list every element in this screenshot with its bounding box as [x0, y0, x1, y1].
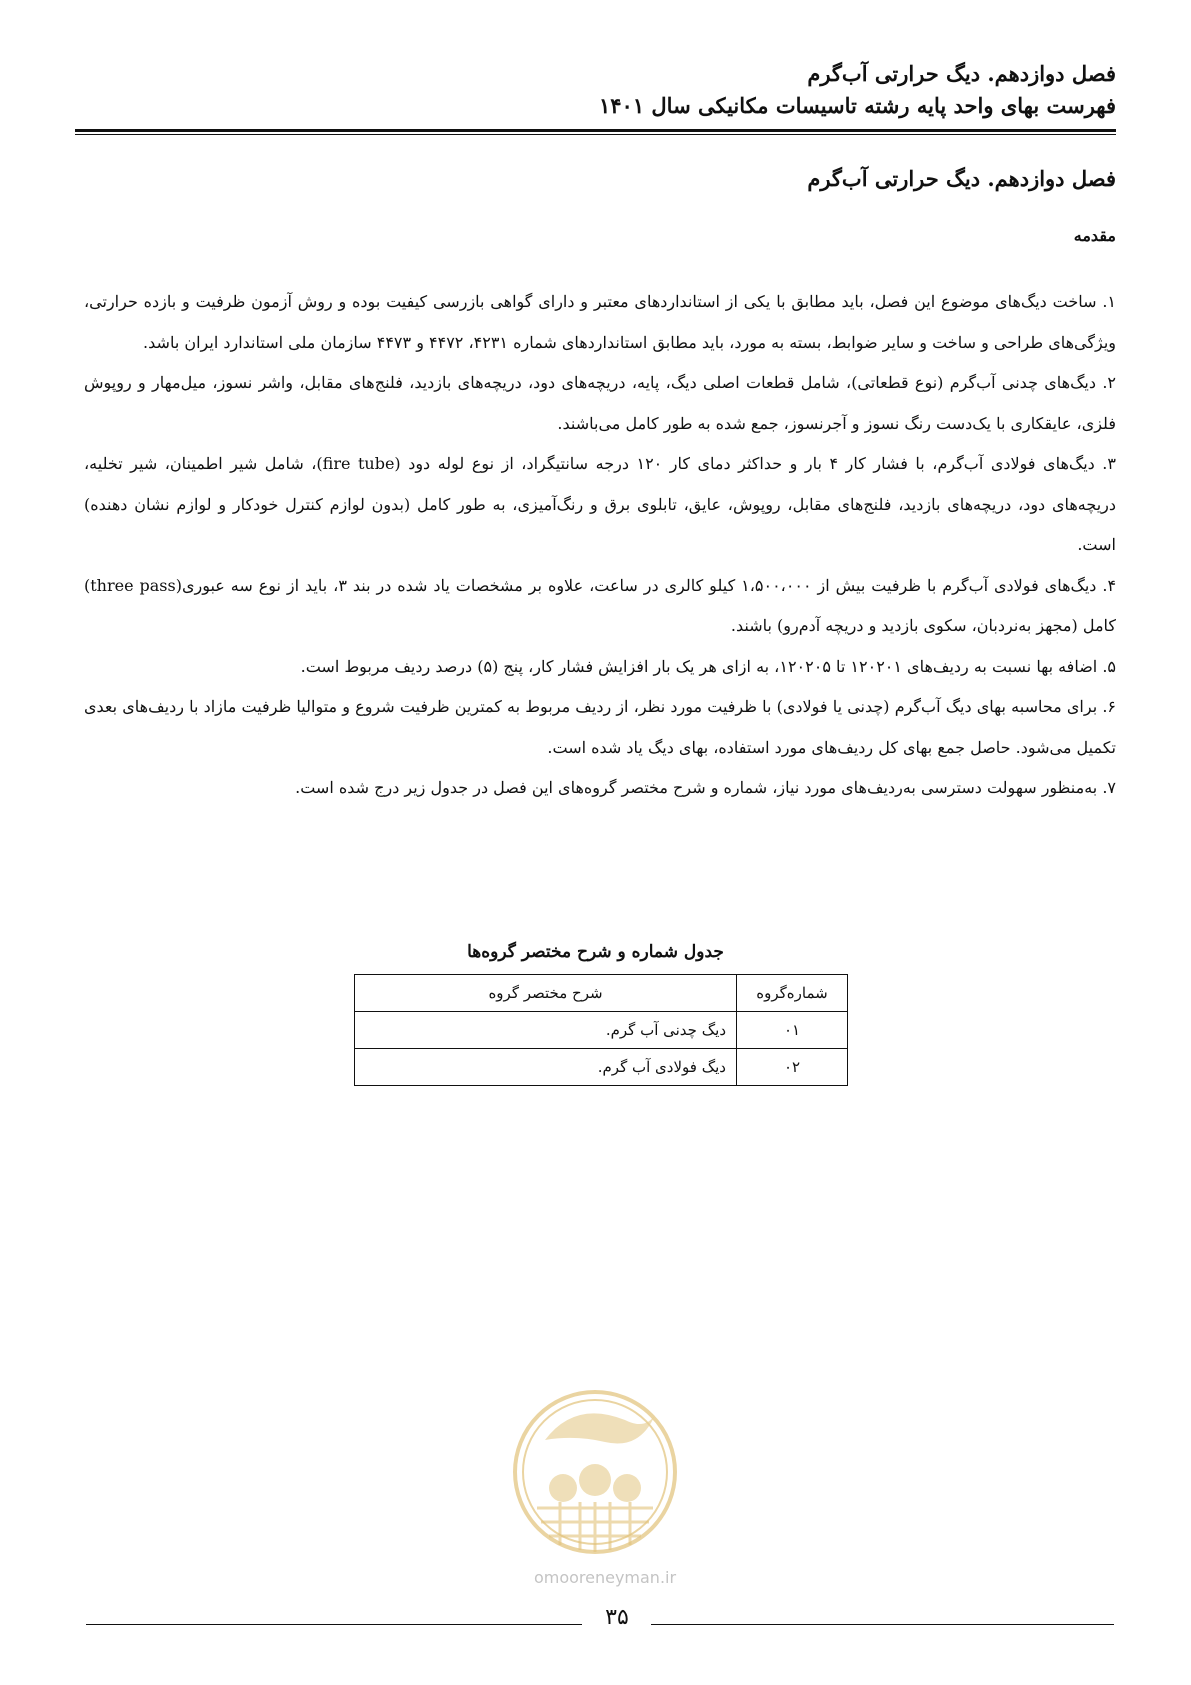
intro-heading: مقدمه: [1073, 226, 1116, 245]
header-chapter-line: فصل دوازدهم. دیگ حرارتی آب‌گرم: [807, 61, 1116, 86]
groups-table: [354, 974, 848, 1086]
page-number: ۳۵: [605, 1605, 629, 1630]
header-rule-thin: [75, 134, 1116, 135]
group-description: دیگ فولادی آب گرم.: [355, 1049, 737, 1086]
paragraph-5: ۵. اضافه بها نسبت به ردیف‌های ۱۲۰۲۰۱ تا ۱۲۰۲۰۵، به ازای هر یک بار افزایش فشار کار، پنج (۵) درصد ردیف مربوط است.: [300, 656, 1116, 676]
table-row: [355, 1049, 848, 1086]
footer-rule-left: [86, 1624, 582, 1625]
watermark-emblem-icon: [505, 1380, 685, 1570]
header-rule-thick: [75, 129, 1116, 132]
paragraph-1: ۱. ساخت دیگ‌های موضوع این فصل، باید مطابق با یکی از استانداردهای معتبر و دارای گواهی بازرسی کیفیت بوده و روش آزمون ظرفیت و بازده حرارتی، ویژگی‌های طراحی و ساخت و سایر ضوابط، بسته به مورد، باید مطابق استانداردهای شماره ۴۲۳۱، ۴۴۷۲ و ۴۴۷۳ سازمان ملی استاندارد ایران باشد.: [84, 292, 1116, 352]
header-document-line: فهرست بهای واحد پایه رشته تاسیسات مکانیکی سال ۱۴۰۱: [598, 93, 1116, 118]
footer-rule-right: [651, 1624, 1114, 1625]
table-title: جدول شماره و شرح مختصر گروه‌ها: [467, 942, 724, 962]
paragraph-6: ۶. برای محاسبه بهای دیگ آب‌گرم (چدنی یا فولادی) با ظرفیت مورد نظر، از ردیف مربوط به کمترین ظرفیت شروع و متوالیا ظرفیت مازاد با ردیف‌های بعدی تکمیل می‌شود. حاصل جمع بهای کل ردیف‌های مورد استفاده، بهای دیگ یاد شده است.: [84, 697, 1116, 757]
paragraph-2: ۲. دیگ‌های چدنی آب‌گرم (نوع قطعاتی)، شامل قطعات اصلی دیگ، پایه، دریچه‌های دود، دریچه‌های بازدید، فلنج‌های مقابل، واشر نسوز، میل‌مهار و روپوش فلزی، عایقکاری با یک‌دست رنگ نسوز و آجرنسوز، جمع شده به طور کامل می‌باشند.: [84, 373, 1116, 433]
chapter-title: فصل دوازدهم. دیگ حرارتی آب‌گرم: [807, 166, 1116, 191]
group-number: ۰۱: [737, 1012, 848, 1049]
paragraph-3: ۳. دیگ‌های فولادی آب‌گرم، با فشار کار ۴ بار و حداکثر دمای کار ۱۲۰ درجه سانتیگراد، از نوع لوله دود (fire tube)، شامل شیر اطمینان، شیر تخلیه، دریچه‌های دود، دریچه‌های بازدید، فلنج‌های مقابل، روپوش، عایق، تابلوی برق و رنگ‌آمیزی، به طور کامل (بدون لوازم کنترل خودکار و لوازم نشان دهنده) است.: [84, 454, 1116, 554]
paragraph-7: ۷. به‌منظور سهولت دسترسی به‌ردیف‌های مورد نیاز، شماره و شرح مختصر گروه‌های این فصل در جدول زیر درج شده است.: [295, 778, 1116, 797]
watermark-logo: [505, 1380, 685, 1570]
table-header-row: [355, 975, 848, 1012]
header-group-description: شرح مختصر گروه: [355, 975, 737, 1012]
watermark-url: omooreneyman.ir: [533, 1568, 677, 1587]
paragraph-4: ۴. دیگ‌های فولادی آب‌گرم با ظرفیت بیش از ۱،۵۰۰،۰۰۰ کیلو کالری در ساعت، علاوه بر مشخصات یاد شده در بند ۳، باید از نوع سه عبوری(three pass) کامل (مجهز به‌نردبان، سکوی بازدید و دریچه آدم‌رو) باشند.: [84, 575, 1117, 635]
table-row: [355, 1012, 848, 1049]
group-description: دیگ چدنی آب گرم.: [355, 1012, 737, 1049]
intro-body: [84, 282, 1116, 809]
group-number: ۰۲: [737, 1049, 848, 1086]
header-group-number: شماره‌گروه: [737, 975, 848, 1012]
page-header: [75, 58, 1116, 122]
